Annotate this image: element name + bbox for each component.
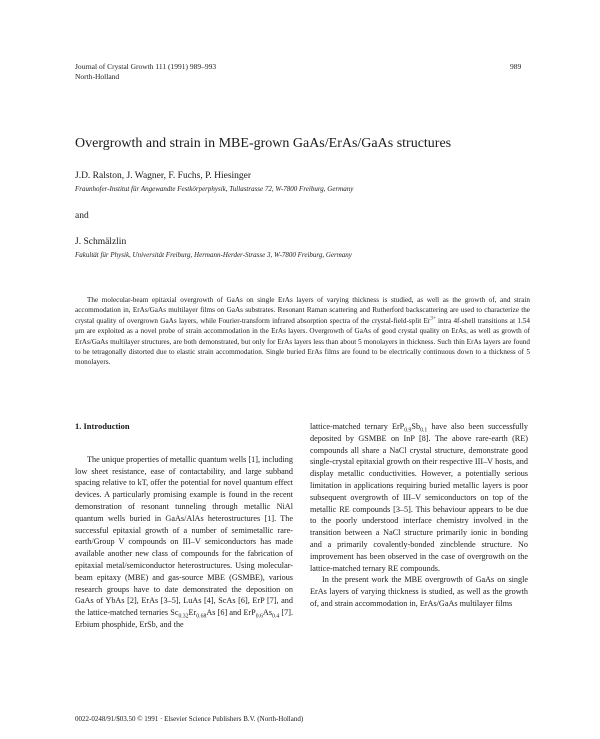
intro-text: Sb bbox=[411, 422, 421, 431]
intro-text: The unique properties of metallic quantum wells [1], including low sheet resistance, ease of contactability, and large subband spacing relative to kT, offer the potential for novel quantum effect devices. A particularly promising example is found in the recent demonstration of resonant tunneling through metallic NiAl quantum wells buried in GaAs/AlAs heterostructures [1]. The successful epitaxial growth of a number of semimetallic rare-earth/Group V compounds on III–V semiconductors has made available another new class of compounds for the fabrication of epitaxial metal/semiconductor heterostructures. Using molecular-beam epitaxy (MBE) and gas-source MBE (GSMBE), various research groups have to date demonstrated the deposition on GaAs of YbAs [2], ErAs [3–5], LuAs [4], ScAs [6], ErP [7], and the lattice-matched ternaries Sc bbox=[75, 454, 293, 618]
journal-line-2: North-Holland bbox=[75, 72, 120, 81]
intro-paragraph-1-continued bbox=[310, 421, 528, 574]
subscript: 0.1 bbox=[420, 427, 428, 434]
column-left bbox=[75, 421, 293, 631]
subscript: 0.32 bbox=[178, 613, 189, 620]
affiliation-2: Fakultät für Physik, Universität Freiburg, Hermann-Herder-Strasse 3, W-7800 Freiburg, Germany bbox=[75, 251, 352, 259]
page-number: 989 bbox=[510, 62, 522, 71]
abstract-part-2: intra 4f-shell transitions at 1.54 μm are exploited as a novel probe of strain accommodation in the ErAs layers. Overgrowth of GaAs of good crystal quality on ErAs, as well as growth of ErAs/GaAs multilayer structures, are both demonstrated, but only for ErAs layers less than about 5 monolayers in thickness. Such thin ErAs layers are found to be tetragonally distorted due to elastic strain accommodation. Single buried ErAs films are found to be electrically continuous down to a thickness of 5 monolayers. bbox=[75, 316, 530, 367]
subscript: 0.9 bbox=[404, 427, 412, 434]
subscript: 0.4 bbox=[272, 613, 280, 620]
journal-citation bbox=[75, 62, 295, 82]
intro-text: have also been successfully deposited by GSMBE on InP [8]. The above rare-earth (RE) compounds all share a NaCl crystal structure, demonstrate good single-crystal epitaxial growth on their respective III–V hosts, and display metallic conductivities. However, a potentially serious limitation in applications requiring buried metallic layers is poor subsequent overgrowth of III–V semiconductors on top of the metallic RE compounds [3–5]. This behaviour appears to be due to the poorly understood interface chemistry involved in the transition between a NaCl structure primarily ionic in bonding and a primarily covalently-bonded zincblende structure. No improvement has been observed in the case of overgrowth on the lattice-matched ternary RE compounds. bbox=[310, 422, 528, 573]
and-separator: and bbox=[75, 211, 89, 221]
paper-title: Overgrowth and strain in MBE-grown GaAs/ErAs/GaAs structures bbox=[75, 136, 452, 151]
intro-paragraph-1 bbox=[75, 454, 293, 631]
authors: J.D. Ralston, J. Wagner, F. Fuchs, P. Hiesinger bbox=[75, 171, 252, 181]
section-heading: 1. Introduction bbox=[75, 421, 130, 431]
journal-line-1: Journal of Crystal Growth 111 (1991) 989–993 bbox=[75, 62, 217, 71]
subscript: 0.68 bbox=[196, 613, 207, 620]
intro-paragraph-2: In the present work the MBE overgrowth of GaAs on single ErAs layers of varying thickness is studied, as well as the growth of, and strain accommodation in, ErAs/GaAs multilayer films bbox=[310, 575, 528, 608]
intro-text: As bbox=[262, 608, 273, 618]
subscript: 0.6 bbox=[255, 613, 263, 620]
abstract bbox=[75, 295, 530, 368]
author-2: J. Schmälzlin bbox=[75, 237, 127, 247]
affiliation-1: Fraunhofer-Institut für Angewandte Festkörperphysik, Tullastrasse 72, W-7800 Freiburg, Germany bbox=[75, 185, 354, 193]
intro-text: As [6] and ErP bbox=[206, 608, 256, 618]
copyright-footer: 0022-0248/91/$03.50 © 1991 · Elsevier Science Publishers B.V. (North-Holland) bbox=[75, 715, 304, 723]
intro-text: Er bbox=[188, 608, 197, 618]
abstract-part-1: The molecular-beam epitaxial overgrowth of GaAs on single ErAs layers of varying thickness is studied, as well as the growth of, and strain accommodation in, ErAs/GaAs multilayer films on GaAs substrates. Resonant Raman scattering and Rutherford backscattering are used to characterize the crystal quality of overgrown GaAs layers, while Fourier-transform infrared absorption spectra of the crystal-field-split Er bbox=[75, 296, 530, 325]
intro-text: [7]. Erbium phosphide, ErSb, and the bbox=[75, 608, 293, 629]
intro-text: lattice-matched ternary ErP bbox=[310, 422, 405, 431]
column-right bbox=[310, 421, 528, 610]
abstract-superscript: 3+ bbox=[430, 316, 436, 322]
